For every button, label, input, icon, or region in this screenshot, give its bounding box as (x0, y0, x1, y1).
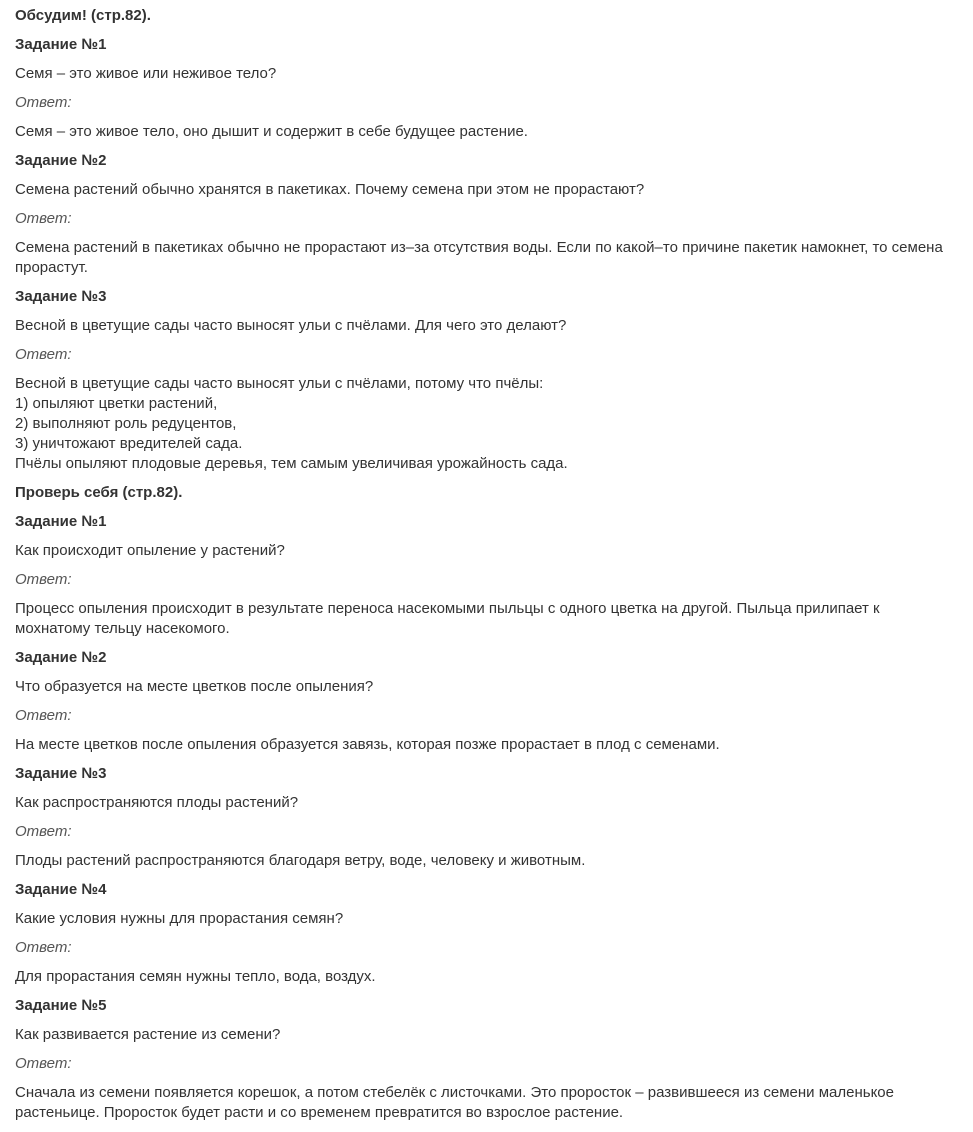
answer-label: Ответ: (15, 939, 72, 956)
task-label: Задание №3 (15, 288, 107, 305)
task-answer: Сначала из семени появляется корешок, а потом стебелёк с листочками. Это проросток – развившееся из семени маленькое растеньице. Проросток будет расти и со временем превратится во взрослое растение. (15, 1084, 894, 1121)
answer-line: 3) уничтожают вредителей сада. (15, 435, 243, 452)
task-question: Семена растений обычно хранятся в пакетиках. Почему семена при этом не прорастают? (15, 181, 645, 198)
answer-line: 2) выполняют роль редуцентов, (15, 415, 237, 432)
task-label: Задание №1 (15, 513, 107, 530)
task-label: Задание №5 (15, 997, 107, 1014)
answer-line: Пчёлы опыляют плодовые деревья, тем самым увеличивая урожайность сада. (15, 455, 568, 472)
answer-label: Ответ: (15, 1055, 72, 1072)
task-answer: На месте цветков после опыления образуется завязь, которая позже прорастает в плод с семенами. (15, 736, 720, 753)
answer-label: Ответ: (15, 94, 72, 111)
task-answer (15, 374, 958, 474)
answer-line: Весной в цветущие сады часто выносят ульи с пчёлами, потому что пчёлы: (15, 375, 544, 392)
task-answer: Процесс опыления происходит в результате переноса насекомыми пыльцы с одного цветка на другой. Пыльца прилипает к мохнатому тельцу насекомого. (15, 600, 880, 637)
answer-label: Ответ: (15, 823, 72, 840)
answer-label: Ответ: (15, 210, 72, 227)
task-question: Семя – это живое или неживое тело? (15, 65, 277, 82)
task-question: Как развивается растение из семени? (15, 1026, 281, 1043)
task-label: Задание №2 (15, 152, 107, 169)
task-label: Задание №2 (15, 649, 107, 666)
task-label: Задание №1 (15, 36, 107, 53)
answer-label: Ответ: (15, 571, 72, 588)
answer-line: 1) опыляют цветки растений, (15, 395, 218, 412)
task-answer: Семя – это живое тело, оно дышит и содержит в себе будущее растение. (15, 123, 528, 140)
answer-label: Ответ: (15, 707, 72, 724)
section-title: Проверь себя (стр.82). (15, 484, 183, 501)
task-answer: Плоды растений распространяются благодаря ветру, воде, человеку и животным. (15, 852, 586, 869)
task-answer: Семена растений в пакетиках обычно не прорастают из–за отсутствия воды. Если по какой–то причине пакетик намокнет, то семена прорастут. (15, 239, 943, 276)
task-question: Весной в цветущие сады часто выносят ульи с пчёлами. Для чего это делают? (15, 317, 567, 334)
section-title: Обсудим! (стр.82). (15, 7, 151, 24)
task-question: Что образуется на месте цветков после опыления? (15, 678, 374, 695)
task-question: Как происходит опыление у растений? (15, 542, 285, 559)
task-answer: Для прорастания семян нужны тепло, вода, воздух. (15, 968, 376, 985)
answer-label: Ответ: (15, 346, 72, 363)
task-label: Задание №3 (15, 765, 107, 782)
task-label: Задание №4 (15, 881, 107, 898)
task-question: Какие условия нужны для прорастания семян? (15, 910, 344, 927)
task-question: Как распространяются плоды растений? (15, 794, 299, 811)
